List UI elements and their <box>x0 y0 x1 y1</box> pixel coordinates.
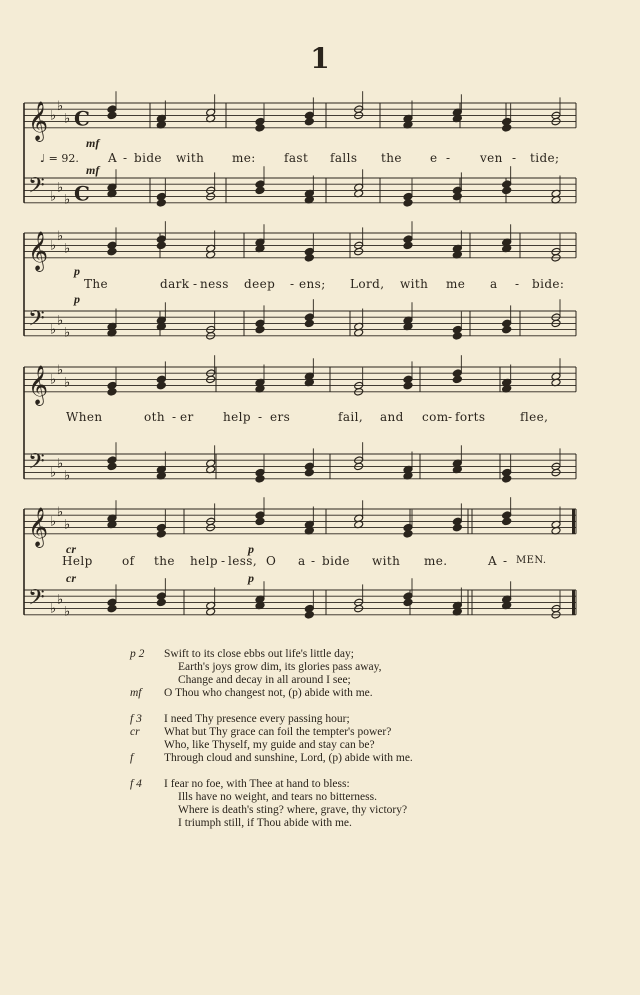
dynamic-p-mid: p <box>248 542 254 556</box>
lyric-line-4 <box>0 554 640 570</box>
verse-line <box>130 661 590 674</box>
syllable: Help <box>62 554 93 568</box>
syllable: a <box>490 277 498 291</box>
bass-clef-icon: 𝄢 <box>28 585 45 616</box>
flat-sign-icon: ♭ <box>50 601 57 617</box>
common-time-icon: C <box>74 181 90 206</box>
flat-sign-icon: ♭ <box>64 241 71 257</box>
lyric-line-3 <box>0 410 640 426</box>
syllable: help <box>223 410 251 424</box>
treble-clef-icon: 𝄞 <box>28 230 49 271</box>
syllable: ens; <box>299 277 326 291</box>
notehead <box>502 517 512 526</box>
syllable: - <box>172 410 177 424</box>
notehead <box>156 381 166 390</box>
notehead <box>403 199 413 208</box>
dynamic-p-bass-mid: p <box>248 571 254 585</box>
syllable: - <box>448 410 453 424</box>
syllable: me. <box>424 554 448 568</box>
final-barline-treble <box>572 509 575 534</box>
syllable: - <box>290 277 295 291</box>
verse-text: I triumph still, if Thou abide with me. <box>178 817 352 829</box>
verse-text: What but Thy grace can foil the tempter's power? <box>164 726 392 738</box>
flat-sign-icon: ♭ <box>64 517 71 533</box>
verse-mark: p 2 <box>130 648 145 660</box>
flat-sign-icon: ♭ <box>50 322 57 338</box>
syllable: bide <box>134 151 162 165</box>
syllable: the <box>154 554 175 568</box>
lyric-line-1 <box>0 151 640 167</box>
syllable: - <box>311 554 316 568</box>
verse-text: Where is death's sting? where, grave, thy victory? <box>178 804 408 816</box>
verse-text: Earth's joys grow dim, its glories pass away, <box>178 661 382 673</box>
notehead <box>452 523 462 532</box>
syllable: O <box>266 554 277 568</box>
stanza-3 <box>130 713 590 765</box>
dynamic-p-treble: p <box>74 264 80 278</box>
verse-text: O Thou who changest not, (p) abide with me. <box>164 687 373 699</box>
notehead <box>255 475 265 484</box>
verse-line <box>130 778 590 791</box>
syllable: - <box>258 410 263 424</box>
verse-line <box>130 752 590 765</box>
verse-line <box>130 687 590 700</box>
flat-sign-icon: ♭ <box>57 505 64 521</box>
notehead <box>107 111 117 120</box>
treble-clef-icon: 𝄞 <box>28 506 49 547</box>
flat-sign-icon: ♭ <box>57 456 64 472</box>
notehead <box>452 192 462 201</box>
verse-line <box>130 674 590 687</box>
flat-sign-icon: ♭ <box>50 465 57 481</box>
flat-sign-icon: ♭ <box>64 604 71 620</box>
final-barline-bass <box>572 590 575 615</box>
syllable: a <box>298 554 306 568</box>
notehead <box>255 517 265 526</box>
syllable: fast <box>284 151 309 165</box>
syllable: me: <box>232 151 256 165</box>
notehead <box>304 117 314 126</box>
bass-clef-icon: 𝄢 <box>28 449 45 480</box>
notehead <box>304 254 314 263</box>
syllable: - <box>503 554 508 568</box>
common-time-icon: C <box>74 106 90 131</box>
flat-sign-icon: ♭ <box>50 108 57 124</box>
notehead <box>156 241 166 250</box>
flat-sign-icon: ♭ <box>64 468 71 484</box>
notehead <box>403 530 413 539</box>
verse-text: Change and decay in all around I see; <box>178 674 351 686</box>
flat-sign-icon: ♭ <box>50 514 57 530</box>
notehead <box>304 319 314 328</box>
syllable: - <box>512 151 517 165</box>
syllable: A <box>108 151 118 165</box>
notehead <box>304 468 314 477</box>
verse-line <box>130 739 590 752</box>
notehead <box>156 598 166 607</box>
notehead <box>502 124 512 133</box>
verse-text: Ills have no weight, and tears no bitterness. <box>178 791 377 803</box>
notehead <box>107 247 117 256</box>
syllable: fail, <box>338 410 364 424</box>
dynamic-mf-treble: mf <box>86 136 100 150</box>
flat-sign-icon: ♭ <box>64 375 71 391</box>
syllable: dark <box>160 277 190 291</box>
syllable: the <box>381 151 402 165</box>
notehead <box>255 186 265 195</box>
notehead <box>403 241 413 250</box>
syllable: oth <box>144 410 165 424</box>
notehead <box>403 598 413 607</box>
dynamic-cr-bass: cr <box>66 571 76 585</box>
syllable: MEN. <box>516 555 547 566</box>
verse-line <box>130 791 590 804</box>
flat-sign-icon: ♭ <box>57 180 64 196</box>
notehead <box>255 325 265 334</box>
verse-mark: mf <box>130 687 142 699</box>
syllable: falls <box>330 151 358 165</box>
page-number: 1 <box>310 42 330 75</box>
flat-sign-icon: ♭ <box>57 313 64 329</box>
dynamic-mf-bass: mf <box>86 163 100 177</box>
notehead <box>107 388 117 397</box>
verse-line <box>130 726 590 739</box>
verse-line <box>130 817 590 830</box>
syllable: help <box>190 554 218 568</box>
syllable: - <box>221 554 226 568</box>
notehead <box>502 186 512 195</box>
tempo-marking: ♩ = 92. <box>40 152 79 165</box>
notehead <box>452 332 462 341</box>
flat-sign-icon: ♭ <box>64 325 71 341</box>
verse-mark: f <box>130 752 134 764</box>
verse-line <box>130 804 590 817</box>
notehead <box>255 124 265 133</box>
notehead <box>403 381 413 390</box>
verse-text: Swift to its close ebbs out life's little day; <box>164 648 354 660</box>
syllable: with <box>176 151 205 165</box>
syllable: - <box>446 151 451 165</box>
syllable: of <box>122 554 135 568</box>
syllable: less, <box>228 554 258 568</box>
notehead <box>304 611 314 620</box>
syllable: tide; <box>530 151 560 165</box>
syllable: A <box>488 554 498 568</box>
bass-clef-icon: 𝄢 <box>28 173 45 204</box>
syllable: er <box>180 410 194 424</box>
dynamic-p-bass: p <box>74 292 80 306</box>
syllable: ven <box>480 151 503 165</box>
stanza-2 <box>130 648 590 700</box>
stanza-4 <box>130 778 590 830</box>
syllable: Lord, <box>350 277 385 291</box>
bass-clef-icon: 𝄢 <box>28 306 45 337</box>
verses-block <box>130 648 590 843</box>
flat-sign-icon: ♭ <box>64 111 71 127</box>
flat-sign-icon: ♭ <box>64 192 71 208</box>
notehead <box>452 375 462 384</box>
flat-sign-icon: ♭ <box>50 372 57 388</box>
lyric-line-2 <box>0 277 640 293</box>
syllable: bide <box>322 554 350 568</box>
syllable: The <box>84 277 109 291</box>
syllable: When <box>66 410 103 424</box>
syllable: with <box>400 277 429 291</box>
treble-clef-icon: 𝄞 <box>28 364 49 405</box>
verse-mark: f 4 <box>130 778 142 790</box>
verse-text: I fear no foe, with Thee at hand to bless: <box>164 778 350 790</box>
notehead <box>156 530 166 539</box>
syllable: forts <box>455 410 486 424</box>
flat-sign-icon: ♭ <box>50 238 57 254</box>
syllable: bide: <box>532 277 565 291</box>
verse-text: Through cloud and sunshine, Lord, (p) abide with me. <box>164 752 413 764</box>
syllable: - <box>123 151 128 165</box>
flat-sign-icon: ♭ <box>50 189 57 205</box>
syllable: and <box>380 410 404 424</box>
verse-line <box>130 713 590 726</box>
syllable: flee, <box>520 410 549 424</box>
treble-clef-icon: 𝄞 <box>28 100 49 141</box>
flat-sign-icon: ♭ <box>57 592 64 608</box>
syllable: - <box>515 277 520 291</box>
syllable: ers <box>270 410 291 424</box>
verse-text: Who, like Thyself, my guide and stay can be? <box>164 739 375 751</box>
syllable: ness <box>200 277 229 291</box>
notehead <box>502 325 512 334</box>
notehead <box>502 475 512 484</box>
syllable: with <box>372 554 401 568</box>
syllable: - <box>193 277 198 291</box>
notehead <box>156 199 166 208</box>
syllable: me <box>446 277 466 291</box>
verse-mark: cr <box>130 726 140 738</box>
notehead <box>107 462 117 471</box>
verse-line <box>130 648 590 661</box>
notehead <box>107 604 117 613</box>
flat-sign-icon: ♭ <box>57 229 64 245</box>
syllable: deep <box>244 277 276 291</box>
flat-sign-icon: ♭ <box>57 99 64 115</box>
syllable: com <box>422 410 449 424</box>
dynamic-cr-treble: cr <box>66 542 76 556</box>
flat-sign-icon: ♭ <box>57 363 64 379</box>
verse-mark: f 3 <box>130 713 142 725</box>
syllable: e <box>430 151 438 165</box>
verse-text: I need Thy presence every passing hour; <box>164 713 350 725</box>
